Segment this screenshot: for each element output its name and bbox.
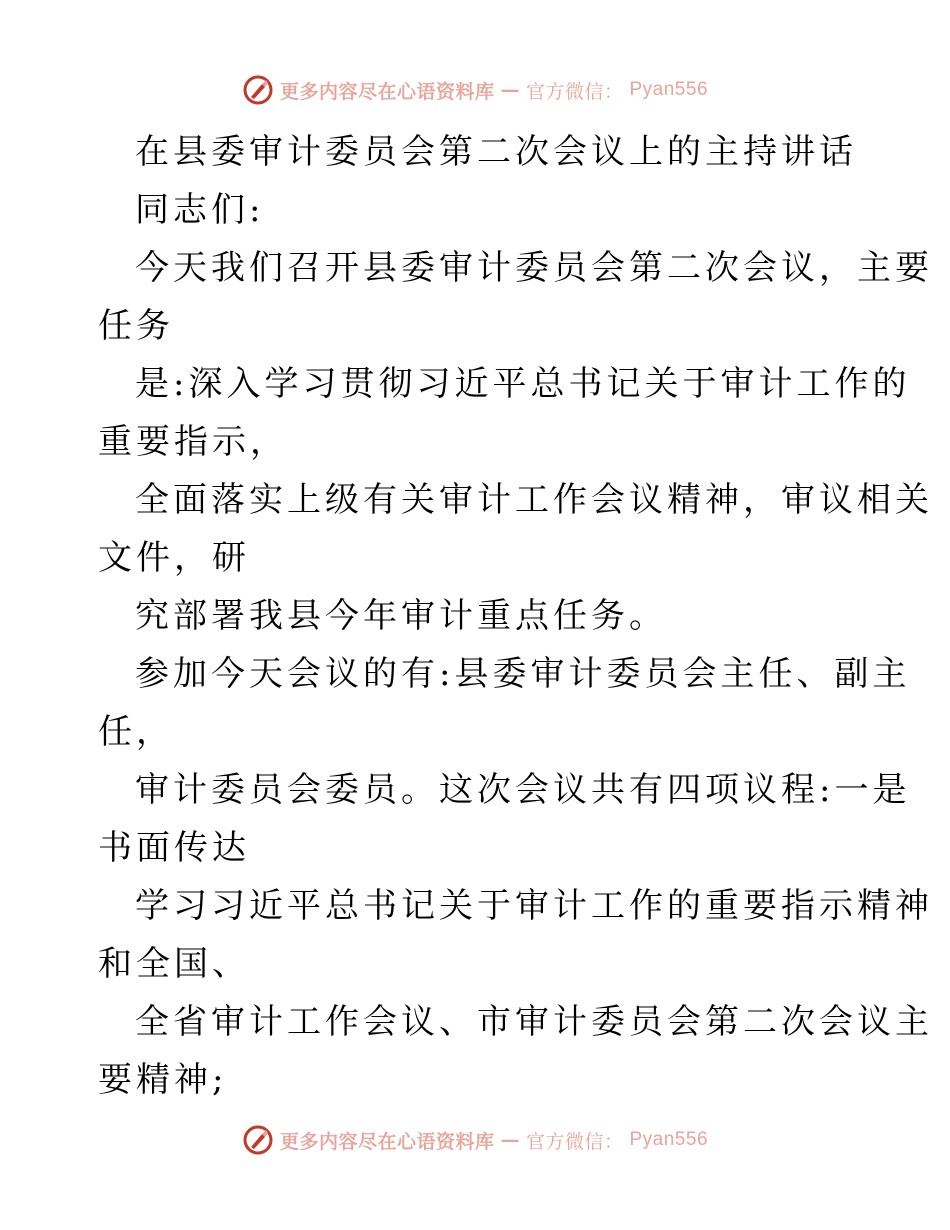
watermark-main-text: 更多内容尽在心语资料库 bbox=[279, 1130, 495, 1153]
pen-logo-icon bbox=[242, 74, 274, 106]
text-line: 书面传达 bbox=[98, 828, 250, 868]
text-line: 审计委员会委员。这次会议共有四项议程:一是 bbox=[135, 770, 911, 810]
text-line: 文件，研 bbox=[98, 538, 250, 578]
watermark-wechat-id: Pyan556 bbox=[629, 79, 709, 100]
text-line: 是:深入学习贯彻习近平总书记关于审计工作的 bbox=[135, 364, 911, 404]
watermark-sub-text: 官方微信： bbox=[525, 1130, 624, 1153]
text-line: 今天我们召开县委审计委员会第二次会议，主要 bbox=[135, 248, 933, 288]
text-line: 重要指示， bbox=[98, 422, 288, 462]
text-line: 要精神; bbox=[98, 1060, 228, 1100]
text-line: 究部署我县今年审计重点任务。 bbox=[135, 596, 667, 636]
watermark-main-text: 更多内容尽在心语资料库 bbox=[279, 80, 495, 103]
text-line: 全面落实上级有关审计工作会议精神，审议相关 bbox=[135, 480, 933, 520]
text-line: 任， bbox=[98, 712, 174, 752]
text-line: 同志们: bbox=[135, 190, 265, 230]
text-line: 全省审计工作会议、市审计委员会第二次会议主 bbox=[135, 1002, 933, 1042]
document-title: 在县委审计委员会第二次会议上的主持讲话 bbox=[135, 132, 857, 172]
watermark-header bbox=[0, 70, 950, 110]
text-line: 参加今天会议的有:县委审计委员会主任、副主 bbox=[135, 654, 911, 694]
watermark-footer bbox=[0, 1120, 950, 1160]
watermark-dash: — bbox=[500, 1129, 520, 1151]
watermark-dash: — bbox=[500, 79, 520, 101]
pen-logo-icon bbox=[242, 1124, 274, 1156]
text-line: 和全国、 bbox=[98, 944, 250, 984]
text-line: 学习习近平总书记关于审计工作的重要指示精神 bbox=[135, 886, 933, 926]
watermark-sub-text: 官方微信： bbox=[525, 80, 624, 103]
text-line: 任务 bbox=[98, 306, 174, 346]
watermark-wechat-id: Pyan556 bbox=[629, 1129, 709, 1150]
